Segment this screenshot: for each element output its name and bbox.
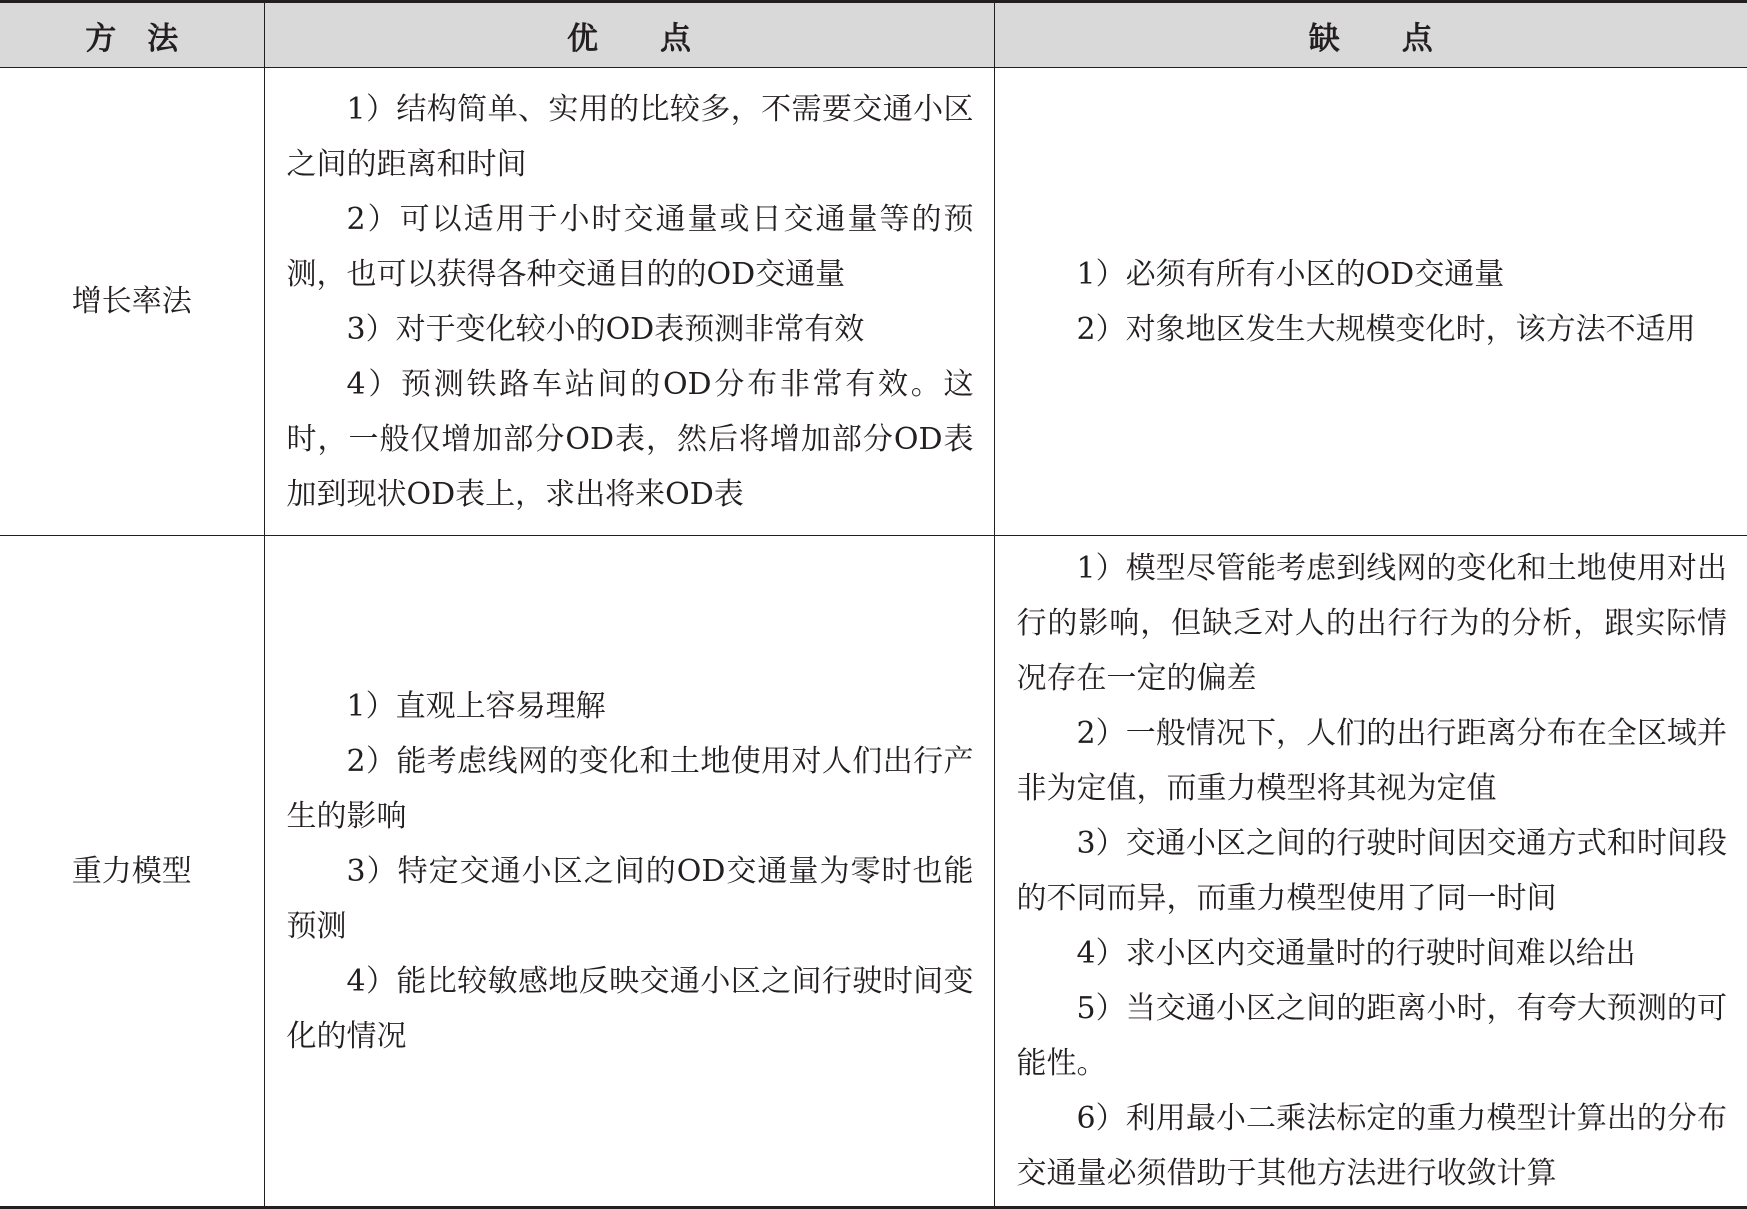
- pros-item: 4）预测铁路车站间的OD分布非常有效。这时，一般仅增加部分OD表，然后将增加部分OD表加到现状OD表上，求出将来OD表: [286, 366, 974, 512]
- pros-item: 4）能比较敏感地反映交通小区之间行驶时间变化的情况: [286, 963, 974, 1054]
- pros-cell: [264, 68, 994, 536]
- header-cons: 缺 点: [994, 2, 1747, 68]
- method-cell: 增长率法: [0, 68, 264, 536]
- cons-cell: [994, 68, 1747, 536]
- header-method: 方 法: [0, 2, 264, 68]
- pros-item: 2）能考虑线网的变化和土地使用对人们出行产生的影响: [286, 743, 974, 834]
- pros-item: 1）直观上容易理解: [346, 688, 606, 724]
- cons-item: 2）对象地区发生大规模变化时，该方法不适用: [1076, 311, 1696, 347]
- pros-item: 3）对于变化较小的OD表预测非常有效: [346, 311, 865, 347]
- pros-item: 2）可以适用于小时交通量或日交通量等的预测，也可以获得各种交通目的的OD交通量: [286, 201, 974, 292]
- cons-item: 2）一般情况下，人们的出行距离分布在全区域并非为定值，而重力模型将其视为定值: [1016, 716, 1727, 806]
- header-row: [0, 2, 1747, 68]
- cons-item: 1）必须有所有小区的OD交通量: [1076, 256, 1505, 292]
- pros-item: 3）特定交通小区之间的OD交通量为零时也能预测: [286, 853, 974, 944]
- cons-item: 6）利用最小二乘法标定的重力模型计算出的分布交通量必须借助于其他方法进行收敛计算: [1016, 1101, 1727, 1191]
- header-pros: 优 点: [264, 2, 994, 68]
- cons-cell: [994, 536, 1747, 1208]
- cons-item: 5）当交通小区之间的距离小时，有夸大预测的可能性。: [1016, 991, 1727, 1081]
- pros-cell: [264, 536, 994, 1208]
- method-cell: 重力模型: [0, 536, 264, 1208]
- table-row-growth-rate: [0, 68, 1747, 536]
- cons-item: 4）求小区内交通量时的行驶时间难以给出: [1076, 936, 1636, 971]
- cons-item: 3）交通小区之间的行驶时间因交通方式和时间段的不同而异，而重力模型使用了同一时间: [1016, 826, 1727, 916]
- table-row-gravity-model: [0, 536, 1747, 1208]
- pros-item: 1）结构简单、实用的比较多，不需要交通小区之间的距离和时间: [286, 91, 974, 182]
- cons-item: 1）模型尽管能考虑到线网的变化和土地使用对出行的影响，但缺乏对人的出行行为的分析，跟实际情况存在一定的偏差: [1016, 551, 1727, 696]
